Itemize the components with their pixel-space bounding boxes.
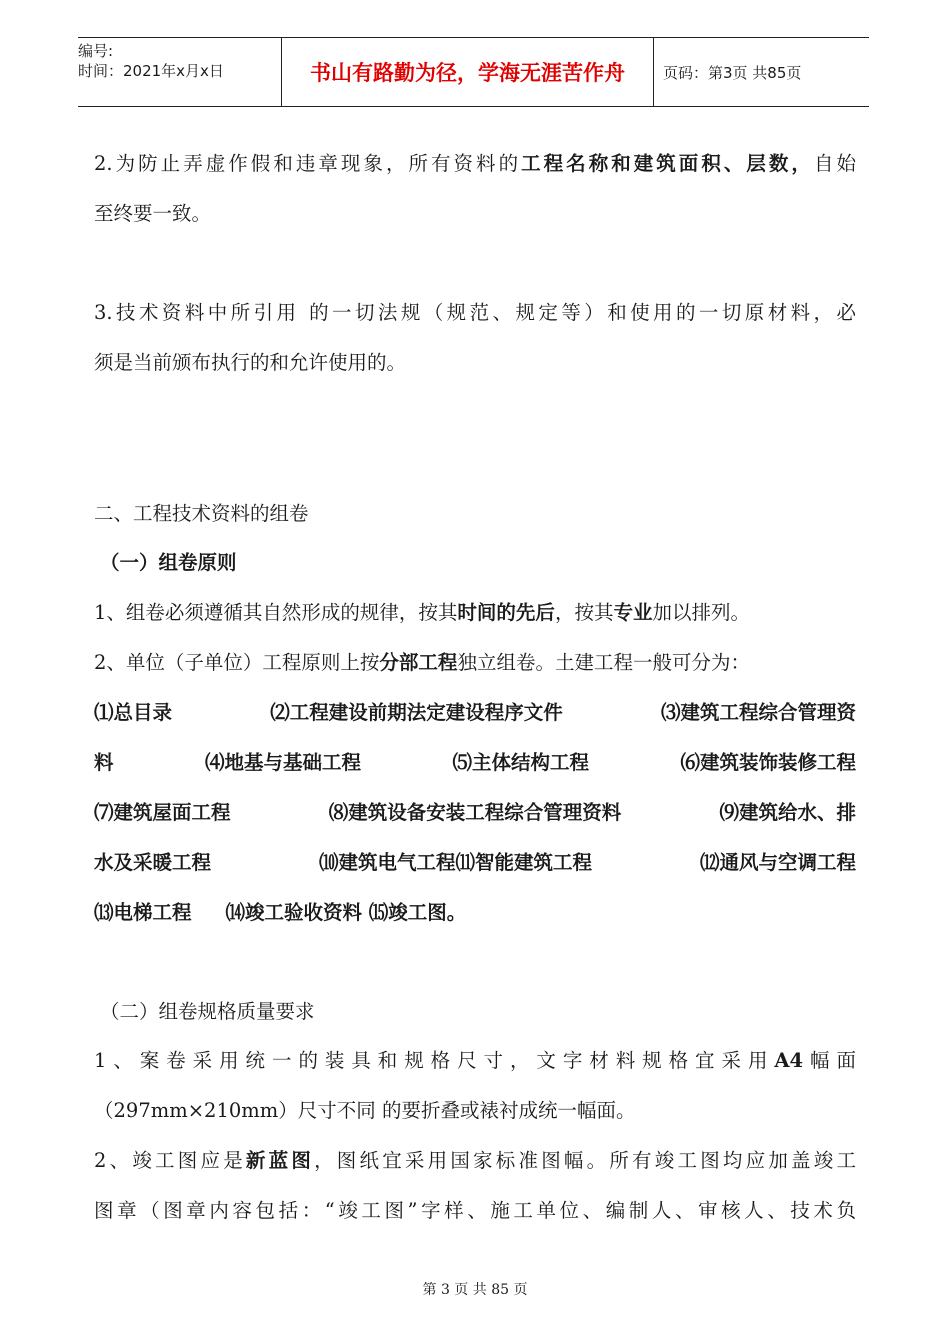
volume-list-row-1: ⑴总目录 ⑵工程建设前期法定建设程序文件 ⑶建筑工程综合管理资 xyxy=(94,701,856,724)
volume-list-row-3: ⑺建筑屋面工程 ⑻建筑设备安装工程综合管理资料 ⑼建筑给水、排 xyxy=(94,801,856,824)
subsection-title-1: （一）组卷原则 xyxy=(100,551,237,574)
time-label: 时间：2021年x月x日 xyxy=(78,62,224,80)
page-footer: 第 3 页 共 85 页 xyxy=(422,1282,528,1298)
code-label: 编号: xyxy=(78,42,114,60)
page-header xyxy=(78,37,869,107)
volume-list-row-4: 水及采暖工程 ⑽建筑电气工程⑾智能建筑工程 ⑿通风与空调工程 xyxy=(94,851,856,874)
rule-2: 2、单位（子单位）工程原则上按分部工程独立组卷。土建工程一般可分为： xyxy=(94,651,750,674)
subsection-title-2: （二）组卷规格质量要求 xyxy=(100,1000,315,1023)
header-motto: 书山有路勤为径，学海无涯苦作舟 xyxy=(281,38,654,106)
paragraph-3: 3.技术资料中所引用 的一切法规（规范、规定等）和使用的一切原材料，必 须是当前颁布执行的和允许使用的。 xyxy=(94,301,856,374)
header-page-info: 页码：第3页 共85页 xyxy=(663,63,802,82)
requirement-1: 1、案卷采用统一的装具和规格尺寸，文字材料规格宜采用A4幅面 （297mm×210mm）尺寸不同 的要折叠或裱衬成统一幅面。 xyxy=(94,1049,856,1122)
rule-1: 1、组卷必须遵循其自然形成的规律，按其时间的先后，按其专业加以排列。 xyxy=(94,601,750,624)
section-title: 二、工程技术资料的组卷 xyxy=(94,502,309,525)
volume-list-row-5: ⒀电梯工程 ⒁竣工验收资料 ⒂竣工图。 xyxy=(94,901,467,924)
paragraph-2: 2.为防止弄虚作假和违章现象，所有资料的工程名称和建筑面积、层数，自始 至终要一致。 xyxy=(94,152,856,225)
requirement-2: 2、竣工图应是新蓝图，图纸宜采用国家标准图幅。所有竣工图均应加盖竣工 图章（图章内容包括：“竣工图”字样、施工单位、编制人、审核人、技术负 xyxy=(94,1149,856,1222)
volume-list-row-2: 料 ⑷地基与基础工程 ⑸主体结构工程 ⑹建筑装饰装修工程 xyxy=(94,751,856,774)
header-meta xyxy=(78,38,281,106)
